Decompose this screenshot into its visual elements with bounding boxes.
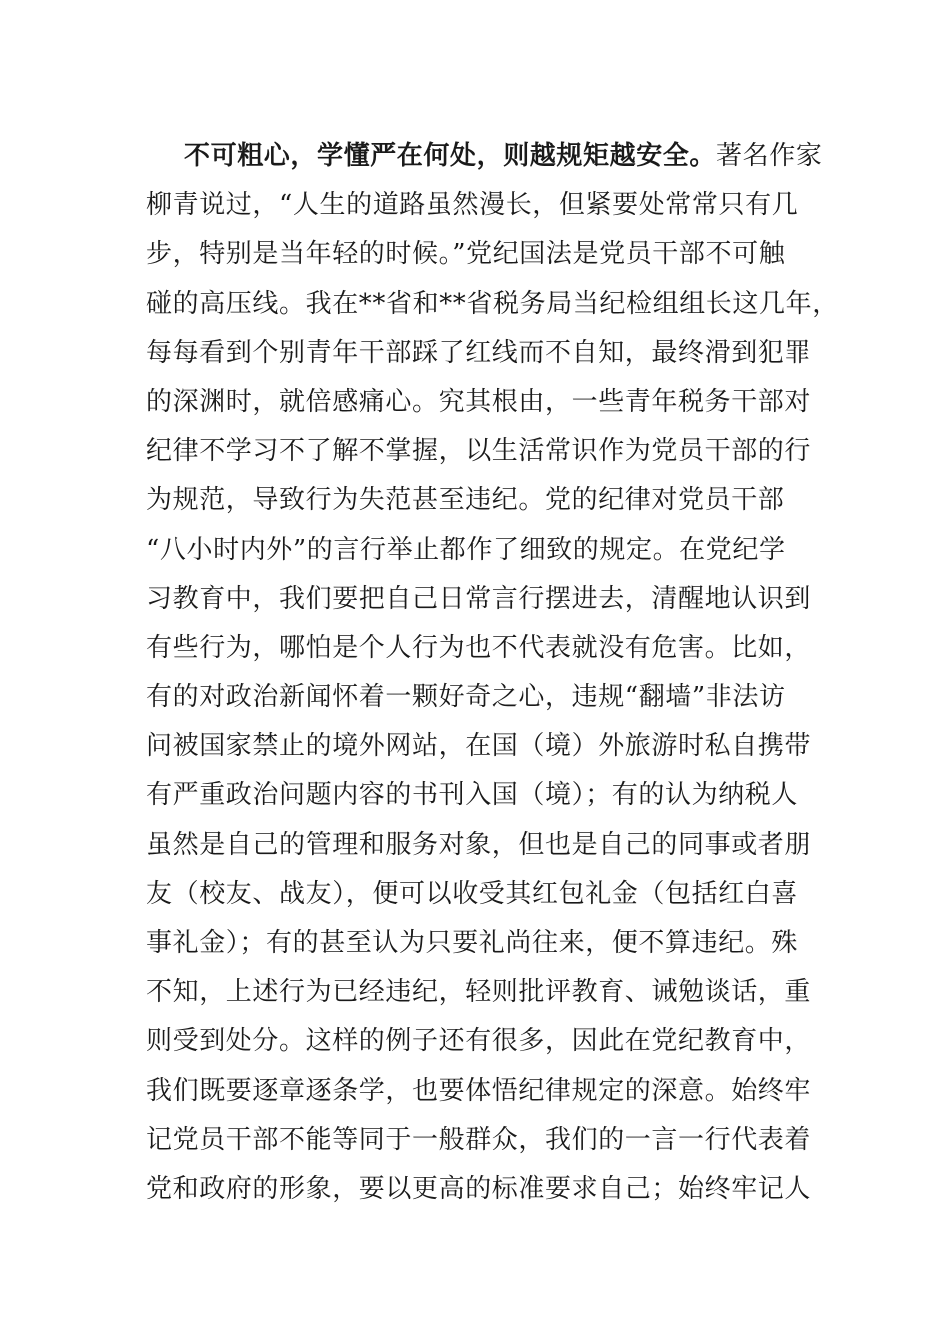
- paragraph-line: 的深渊时，就倍感痛心。究其根由，一些青年税务干部对: [146, 386, 812, 417]
- paragraph-line: 步，特别是当年轻的时候。”党纪国法是党员干部不可触: [146, 239, 786, 270]
- bold-lead-sentence: 不可粗心，学懂严在何处，则越规矩越安全。: [184, 141, 717, 171]
- paragraph-line: 有的对政治新闻怀着一颗好奇之心，违规“翻墙”非法访: [146, 682, 786, 713]
- paragraph-line: 虽然是自己的管理和服务对象，但也是自己的同事或者朋: [146, 829, 812, 860]
- body-paragraph: [146, 132, 846, 1214]
- paragraph-line: 友（校友、战友），便可以收受其红包礼金（包括红白喜: [146, 878, 799, 909]
- paragraph-line: 记党员干部不能等同于一般群众，我们的一言一行代表着: [146, 1124, 812, 1155]
- paragraph-line: 党和政府的形象，要以更高的标准要求自己；始终牢记人: [146, 1173, 812, 1204]
- paragraph-line-1: [146, 132, 846, 181]
- paragraph-line: 不知，上述行为已经违纪，轻则批评教育、诫勉谈话，重: [146, 977, 812, 1008]
- paragraph-line: 柳青说过，“人生的道路虽然漫长，但紧要处常常只有几: [146, 190, 799, 221]
- paragraph-line: 有严重政治问题内容的书刊入国（境）；有的认为纳税人: [146, 780, 799, 811]
- paragraph-line: 碰的高压线。我在**省和**省税务局当纪检组组长这几年，: [146, 288, 839, 319]
- paragraph-line: 有些行为，哪怕是个人行为也不代表就没有危害。比如，: [146, 632, 812, 663]
- paragraph-line: 则受到处分。这样的例子还有很多，因此在党纪教育中，: [146, 1026, 812, 1057]
- paragraph-line: “八小时内外”的言行举止都作了细致的规定。在党纪学: [146, 534, 786, 565]
- paragraph-line: 纪律不学习不了解不掌握，以生活常识作为党员干部的行: [146, 436, 812, 467]
- paragraph-line: 每每看到个别青年干部踩了红线而不自知，最终滑到犯罪: [146, 337, 812, 368]
- paragraph-line: 事礼金）；有的甚至认为只要礼尚往来，便不算违纪。殊: [146, 928, 799, 958]
- line-rest-text: 著名作家: [716, 141, 823, 171]
- paragraph-line: 问被国家禁止的境外网站，在国（境）外旅游时私自携带: [146, 731, 812, 762]
- paragraph-line: 为规范，导致行为失范甚至违纪。党的纪律对党员干部: [146, 485, 785, 516]
- paragraph-line: 我们既要逐章逐条学，也要体悟纪律规定的深意。始终牢: [146, 1075, 812, 1106]
- paragraph-line: 习教育中，我们要把自己日常言行摆进去，清醒地认识到: [146, 583, 812, 614]
